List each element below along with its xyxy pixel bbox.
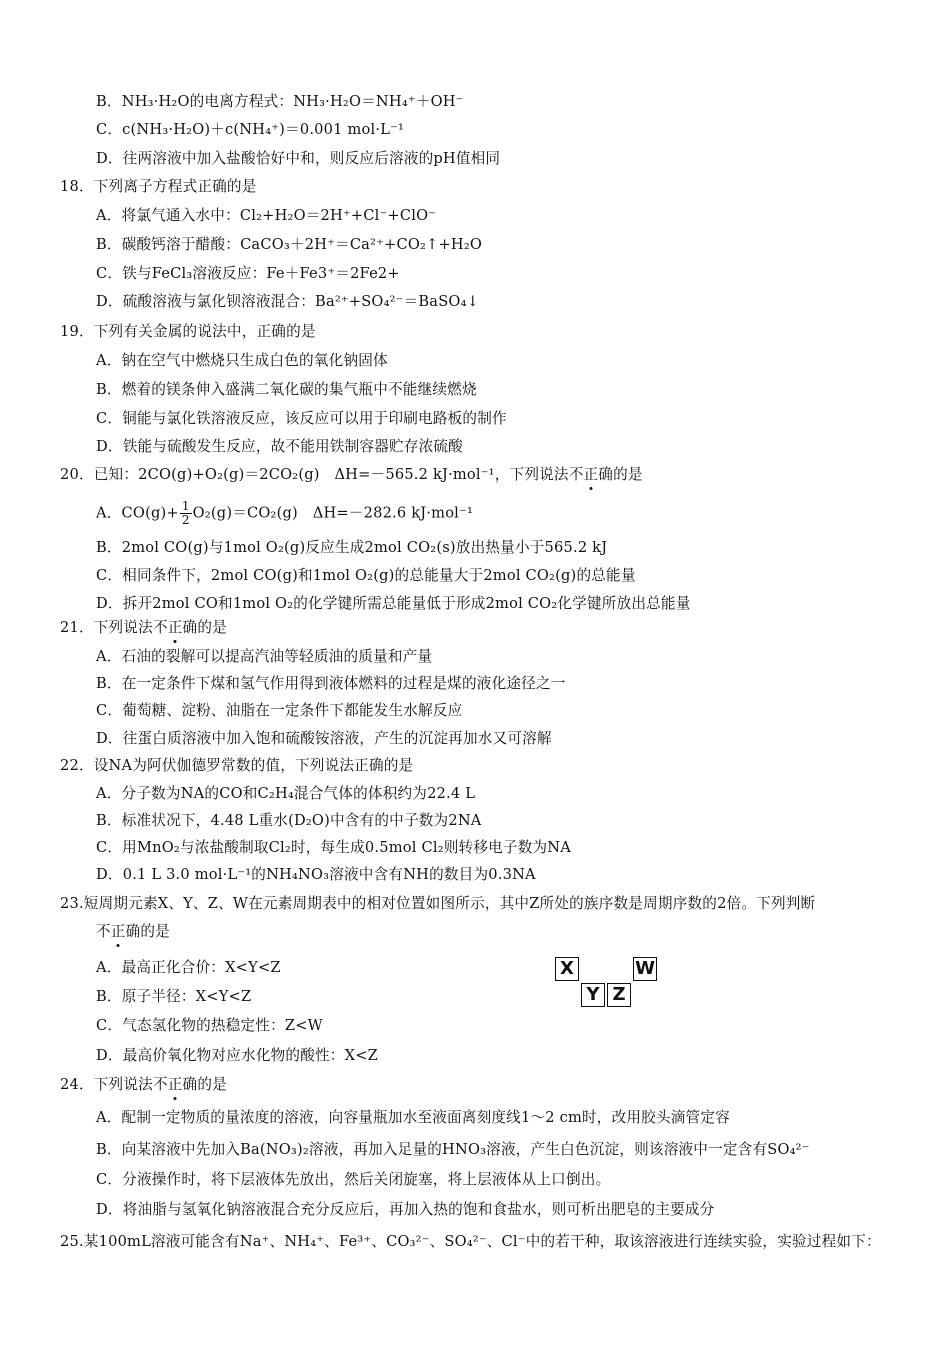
q25-stem: 25.某100mL溶液可能含有Na⁺、NH₄⁺、Fe³⁺、CO₃²⁻、SO₄²⁻、Cl⁻中的若干种，取该溶液进行连续实验，实验过程如下： [60,1233,881,1250]
q20-option-a [96,500,473,527]
fraction-numerator: 1 [181,499,190,513]
q24-option-c: C．分液操作时，将下层液体先放出，然后关闭旋塞，将上层液体从上口倒出。 [96,1171,611,1188]
q21-stem-text: 21．下列说法 [60,619,153,636]
q20-stem [60,465,643,485]
q24-stem-emphasis: 不正确 [152,1076,198,1093]
q21-stem-tail: 的是 [197,619,227,636]
element-x-cell: X [555,957,579,981]
q20-option-d: D．拆开2mol CO和1mol O₂的化学键所需总能量低于形成2mol CO₂化学键所放出总能量 [96,595,691,612]
half-fraction [180,500,192,527]
q17-option-b: B．NH₃·H₂O的电离方程式：NH₃·H₂O＝NH₄⁺＋OH⁻ [96,93,464,110]
q24-stem-tail: 的是 [197,1076,227,1093]
q17-option-c: C．c(NH₃·H₂O)＋c(NH₄⁺)＝0.001 mol·L⁻¹ [96,121,405,138]
q22-option-b: B．标准状况下，4.48 L重水(D₂O)中含有的中子数为2NA [96,812,482,829]
q21-option-b: B．在一定条件下煤和氢气作用得到液体燃料的过程是煤的液化途径之一 [96,675,566,692]
q21-stem [60,618,227,638]
q21-stem-emphasis: 不正确 [152,619,198,636]
q19-option-b: B．燃着的镁条伸入盛满二氧化碳的集气瓶中不能继续燃烧 [96,381,477,398]
element-w-cell: W [633,957,657,981]
q24-option-a: A．配制一定物质的量浓度的溶液，向容量瓶加水至液面离刻度线1～2 cm时，改用胶头滴管定容 [96,1109,730,1126]
q22-option-c: C．用MnO₂与浓盐酸制取Cl₂时，每生成0.5mol Cl₂则转移电子数为NA [96,839,572,856]
q20-option-a-pre: A．CO(g)+ [96,504,179,522]
q23-option-c: C．气态氢化物的热稳定性：Z<W [96,1017,323,1034]
q20-option-a-post: O₂(g)＝CO₂(g) ΔH=－282.6 kJ·mol⁻¹ [192,504,473,522]
periodic-table-diagram [555,957,657,1009]
q18-option-a: A．将氯气通入水中：Cl₂+H₂O＝2H⁺+Cl⁻+ClO⁻ [96,207,437,224]
q22-stem: 22．设NA为阿伏伽德罗常数的值，下列说法正确的是 [60,757,414,774]
q19-option-c: C．铜能与氯化铁溶液反应，该反应可以用于印刷电路板的制作 [96,410,507,427]
q17-option-d: D．往两溶液中加入盐酸恰好中和，则反应后溶液的pH值相同 [96,150,501,167]
q23-stem-emphasis: 不正确 [96,923,141,940]
q22-option-d: D．0.1 L 3.0 mol·L⁻¹的NH₄NO₃溶液中含有NH的数目为0.3NA [96,866,536,883]
q21-option-d: D．往蛋白质溶液中加入饱和硫酸铵溶液，产生的沉淀再加水又可溶解 [96,730,552,747]
q23-option-a: A．最高正化合价：X<Y<Z [96,959,281,976]
q18-option-b: B．碳酸钙溶于醋酸：CaCO₃＋2H⁺＝Ca²⁺+CO₂↑+H₂O [96,236,483,253]
q19-stem: 19．下列有关金属的说法中，正确的是 [60,323,316,340]
q20-stem-emphasis: 不正确 [568,466,614,483]
q24-option-d: D．将油脂与氢氧化钠溶液混合充分反应后，再加入热的饱和食盐水，则可析出肥皂的主要成分 [96,1201,715,1218]
q23-stem-tail: 的是 [140,923,170,940]
q20-stem-tail: 的是 [613,466,643,483]
q23-stem: 23.短周期元素X、Y、Z、W在元素周期表中的相对位置如图所示，其中Z所处的族序数是周期序数的2倍。下列判断 [60,895,816,912]
q24-stem-text: 24．下列说法 [60,1076,153,1093]
q20-stem-text: 20．已知：2CO(g)+O₂(g)＝2CO₂(g) ΔH=－565.2 kJ·mol⁻¹，下列说法 [60,466,569,483]
q22-option-a: A．分子数为NA的CO和C₂H₄混合气体的体积约为22.4 L [96,785,476,802]
fraction-denominator: 2 [181,513,190,527]
q18-option-d: D．硫酸溶液与氯化钡溶液混合：Ba²⁺+SO₄²⁻＝BaSO₄↓ [96,293,480,310]
q20-option-b: B．2mol CO(g)与1mol O₂(g)反应生成2mol CO₂(s)放出热量小于565.2 kJ [96,539,608,556]
q21-option-c: C．葡萄糖、淀粉、油脂在一定条件下都能发生水解反应 [96,702,463,719]
q18-stem: 18．下列离子方程式正确的是 [60,178,257,195]
q19-option-d: D．铁能与硫酸发生反应，故不能用铁制容器贮存浓硫酸 [96,438,463,455]
q19-option-a: A．钠在空气中燃烧只生成白色的氧化钠固体 [96,352,388,369]
q24-stem [60,1075,227,1095]
q24-option-b: B．向某溶液中先加入Ba(NO₃)₂溶液，再加入足量的HNO₃溶液，产生白色沉淀，则该溶液中一定含有SO₄²⁻ [96,1141,810,1158]
q23-stem-line2 [96,922,170,942]
q23-option-d: D．最高价氧化物对应水化物的酸性：X<Z [96,1047,378,1064]
q20-option-c: C．相同条件下，2mol CO(g)和1mol O₂(g)的总能量大于2mol CO₂(g)的总能量 [96,567,636,584]
q21-option-a: A．石油的裂解可以提高汽油等轻质油的质量和产量 [96,648,433,665]
q18-option-c: C．铁与FeCl₃溶液反应：Fe＋Fe3⁺＝2Fe2+ [96,265,400,282]
element-z-cell: Z [607,983,631,1007]
element-y-cell: Y [581,983,605,1007]
q23-option-b: B．原子半径：X<Y<Z [96,988,252,1005]
